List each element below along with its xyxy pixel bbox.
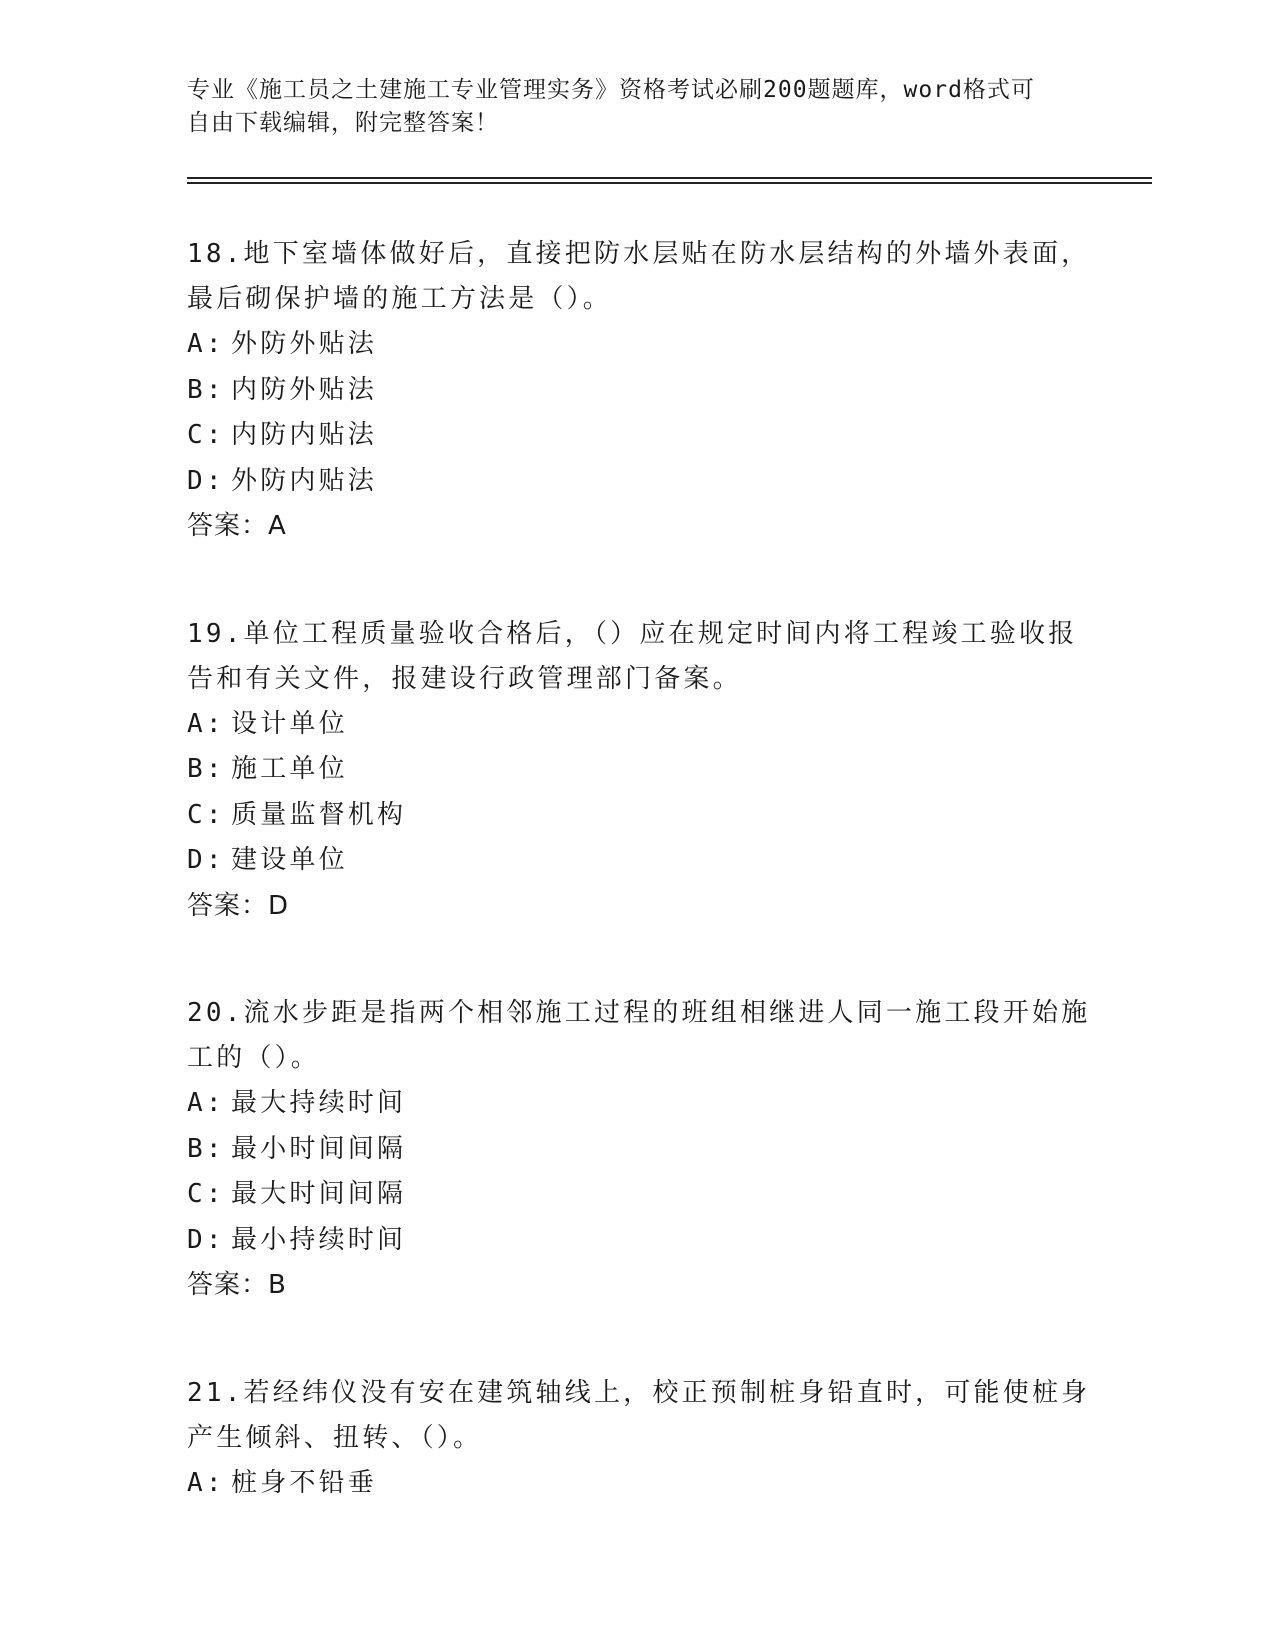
question-stem xyxy=(187,1371,1091,1461)
option-letter: D: xyxy=(187,845,225,875)
option-c xyxy=(187,1172,1087,1218)
option-a xyxy=(187,1461,1087,1507)
question-stem-line: 18.地下室墙体做好后，直接把防水层贴在防水层结构的外墙外表面， xyxy=(187,239,1091,269)
option-a xyxy=(187,1081,1087,1127)
option-letter: C: xyxy=(187,1179,225,1209)
option-text: 外防内贴法 xyxy=(231,465,378,496)
option-text: 内防外贴法 xyxy=(231,374,378,405)
option-text: 内防内贴法 xyxy=(231,420,378,450)
question-stem-line: 19.单位工程质量验收合格后，（）应在规定时间内将工程竣工验收报 xyxy=(187,618,1078,649)
option-text: 质量监督机构 xyxy=(231,799,407,830)
option-letter: D: xyxy=(187,465,225,496)
option-letter: A: xyxy=(187,1088,225,1118)
option-text: 最大持续时间 xyxy=(231,1088,407,1118)
option-c xyxy=(187,793,1087,839)
question-stem-line: 20.流水步距是指两个相邻施工过程的班组相继进人同一施工段开始施 xyxy=(187,998,1091,1028)
option-text: 最大时间间隔 xyxy=(231,1179,407,1209)
question-stem xyxy=(187,232,1091,322)
question-18 xyxy=(187,232,1091,550)
option-letter: B: xyxy=(187,754,225,784)
question-stem-line: 产生倾斜、扭转、（）。 xyxy=(187,1422,483,1453)
question-stem-line: 最后砌保护墙的施工方法是（）。 xyxy=(187,284,613,314)
option-letter: D: xyxy=(187,1224,225,1255)
option-text: 最小时间间隔 xyxy=(231,1133,407,1164)
question-stem-line: 21.若经纬仪没有安在建筑轴线上，校正预制桩身铅直时，可能使桩身 xyxy=(187,1377,1091,1408)
option-a xyxy=(187,702,1087,748)
question-stem-line: 告和有关文件，报建设行政管理部门备案。 xyxy=(187,663,742,694)
option-letter: B: xyxy=(187,1133,225,1164)
question-stem xyxy=(187,991,1091,1081)
option-text: 最小持续时间 xyxy=(231,1224,407,1255)
option-text: 建设单位 xyxy=(231,845,348,875)
header-line-2: 自由下载编辑，附完整答案！ xyxy=(187,110,499,136)
question-21 xyxy=(187,1371,1091,1507)
option-letter: A: xyxy=(187,1467,225,1498)
question-20 xyxy=(187,991,1091,1309)
option-b xyxy=(187,368,1087,414)
answer-line: 答案：A xyxy=(187,511,287,541)
question-stem xyxy=(187,612,1087,702)
option-b xyxy=(187,747,1087,793)
header-divider-top xyxy=(187,177,1152,179)
option-letter: C: xyxy=(187,420,225,450)
option-letter: A: xyxy=(187,708,225,739)
option-d xyxy=(187,459,1087,505)
option-text: 施工单位 xyxy=(231,754,348,784)
answer-line: 答案：B xyxy=(187,1270,287,1300)
option-text: 设计单位 xyxy=(231,708,348,739)
question-list xyxy=(187,232,1091,1506)
option-c xyxy=(187,413,1087,459)
option-d xyxy=(187,1218,1087,1264)
option-letter: C: xyxy=(187,799,225,830)
document-header xyxy=(187,74,1067,140)
question-19 xyxy=(187,612,1087,930)
option-text: 桩身不铅垂 xyxy=(231,1467,378,1498)
option-d xyxy=(187,838,1087,884)
option-letter: B: xyxy=(187,374,225,405)
option-letter: A: xyxy=(187,329,225,359)
header-divider-bottom xyxy=(187,182,1152,184)
option-a xyxy=(187,322,1087,368)
header-line-1: 专业《施工员之土建施工专业管理实务》资格考试必刷200题题库，word格式可 xyxy=(187,77,1035,103)
option-b xyxy=(187,1127,1087,1173)
question-stem-line: 工的（）。 xyxy=(187,1043,321,1073)
option-text: 外防外贴法 xyxy=(231,329,378,359)
answer-line: 答案：D xyxy=(187,890,290,921)
